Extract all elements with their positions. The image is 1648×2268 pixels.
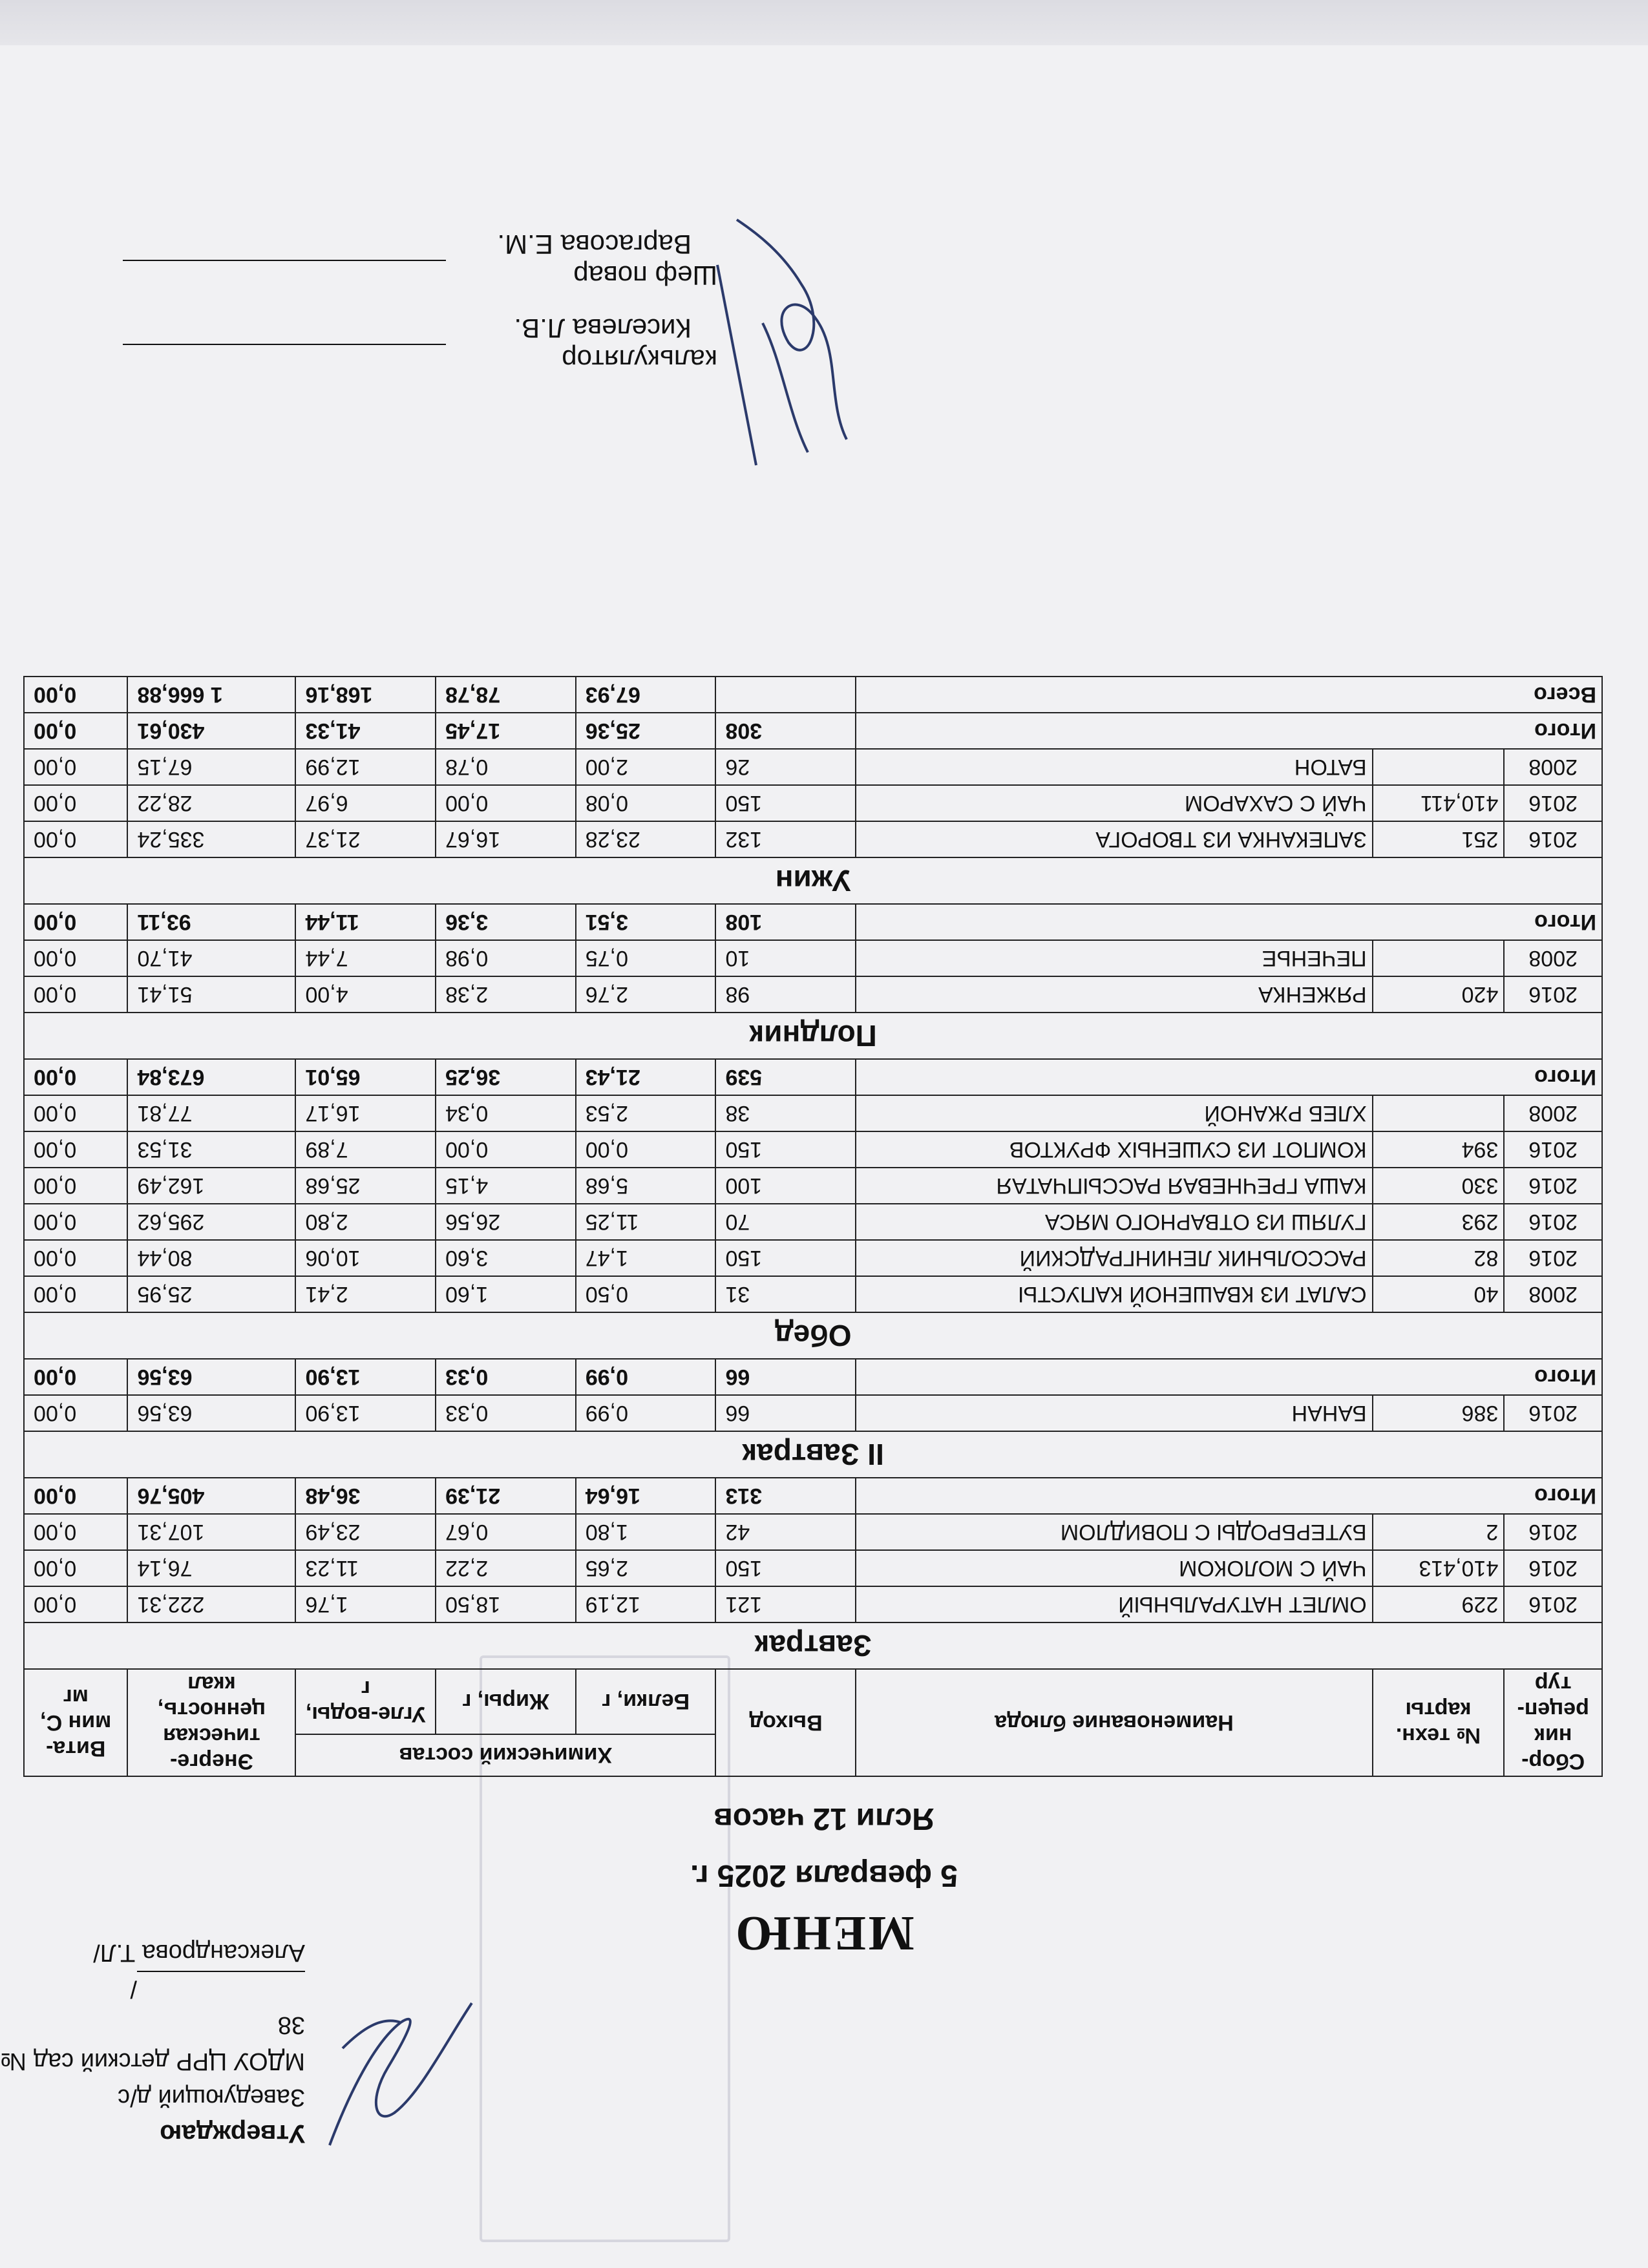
total-row bbox=[24, 1478, 1602, 1514]
cell-carb: 13,90 bbox=[295, 1395, 436, 1431]
table-row bbox=[24, 1550, 1602, 1586]
cell-carb: 2,41 bbox=[295, 1276, 436, 1312]
cell-energy: 28,22 bbox=[127, 785, 295, 821]
signature-name: Киселева Л.В. bbox=[514, 313, 692, 344]
cell-fat: 1,60 bbox=[436, 1276, 576, 1312]
total-energy: 63,56 bbox=[127, 1359, 295, 1395]
cell-energy: 41,70 bbox=[127, 940, 295, 976]
cell-tech-card: 330 bbox=[1373, 1168, 1505, 1204]
cell-tech-card: 251 bbox=[1373, 821, 1505, 857]
cell-fat: 3,60 bbox=[436, 1240, 576, 1276]
cell-prot: 2,00 bbox=[576, 749, 716, 785]
cell-recipe-collection: 2016 bbox=[1504, 976, 1602, 1013]
section-row bbox=[24, 1431, 1602, 1478]
cell-prot: 2,53 bbox=[576, 1095, 716, 1131]
cell-fat: 0,00 bbox=[436, 1131, 576, 1168]
grand-total-row bbox=[24, 677, 1602, 713]
table-row bbox=[24, 1586, 1602, 1622]
cell-fat: 16,67 bbox=[436, 821, 576, 857]
approval-word: Утверждаю bbox=[160, 2119, 305, 2148]
cell-energy: 77,81 bbox=[127, 1095, 295, 1131]
total-out: 313 bbox=[715, 1478, 856, 1514]
cell-vit: 0,00 bbox=[24, 1550, 127, 1586]
cell-dish-name: ПЕЧЕНЬЕ bbox=[856, 940, 1373, 976]
cell-prot: 23,28 bbox=[576, 821, 716, 857]
cell-fat: 26,56 bbox=[436, 1204, 576, 1240]
cell-recipe-collection: 2016 bbox=[1504, 1240, 1602, 1276]
cell-carb: 21,37 bbox=[295, 821, 436, 857]
grand-total-energy: 1 666,88 bbox=[127, 677, 295, 713]
signature-line bbox=[123, 260, 446, 289]
total-prot: 21,43 bbox=[576, 1059, 716, 1095]
cell-prot: 0,99 bbox=[576, 1395, 716, 1431]
section-title: Полдник bbox=[24, 1013, 1602, 1059]
cell-energy: 67,15 bbox=[127, 749, 295, 785]
table-row bbox=[24, 1514, 1602, 1550]
cell-recipe-collection: 2008 bbox=[1504, 749, 1602, 785]
cell-prot: 0,75 bbox=[576, 940, 716, 976]
cell-carb: 6,97 bbox=[295, 785, 436, 821]
cell-prot: 11,25 bbox=[576, 1204, 716, 1240]
total-label: Итого bbox=[856, 1359, 1602, 1395]
cell-vit: 0,00 bbox=[24, 940, 127, 976]
cell-dish-name: САЛАТ ИЗ КВАШЕНОЙ КАПУСТЫ bbox=[856, 1276, 1373, 1312]
cell-fat: 0,33 bbox=[436, 1395, 576, 1431]
cell-out: 38 bbox=[715, 1095, 856, 1131]
cell-out: 26 bbox=[715, 749, 856, 785]
cell-dish-name: ГУЛЯШ ИЗ ОТВАРНОГО МЯСА bbox=[856, 1204, 1373, 1240]
section-row bbox=[24, 857, 1602, 904]
cell-prot: 5,68 bbox=[576, 1168, 716, 1204]
cell-dish-name: КОМПОТ ИЗ СУШЕНЫХ ФРУКТОВ bbox=[856, 1131, 1373, 1168]
grand-total-out bbox=[715, 677, 856, 713]
total-out: 308 bbox=[715, 713, 856, 749]
total-fat: 17,45 bbox=[436, 713, 576, 749]
cell-out: 66 bbox=[715, 1395, 856, 1431]
cell-fat: 2,22 bbox=[436, 1550, 576, 1586]
table-header bbox=[24, 1669, 1602, 1776]
grand-total-fat: 78,78 bbox=[436, 677, 576, 713]
cell-energy: 107,31 bbox=[127, 1514, 295, 1550]
cell-recipe-collection: 2016 bbox=[1504, 1204, 1602, 1240]
signature-role: калькулятор bbox=[562, 344, 717, 375]
scan-edge bbox=[0, 0, 1648, 45]
cell-carb: 12,99 bbox=[295, 749, 436, 785]
approval-organization: МДОУ ЦРР детский сад № 38 bbox=[0, 2011, 305, 2075]
cell-recipe-collection: 2016 bbox=[1504, 1395, 1602, 1431]
table-row bbox=[24, 1395, 1602, 1431]
cell-carb: 1,76 bbox=[295, 1586, 436, 1622]
table-row bbox=[24, 749, 1602, 785]
cell-dish-name: ЗАПЕКАНКА ИЗ ТВОРОГА bbox=[856, 821, 1373, 857]
cell-tech-card: 293 bbox=[1373, 1204, 1505, 1240]
cell-recipe-collection: 2016 bbox=[1504, 785, 1602, 821]
cell-energy: 222,31 bbox=[127, 1586, 295, 1622]
cell-out: 100 bbox=[715, 1168, 856, 1204]
cell-fat: 0,67 bbox=[436, 1514, 576, 1550]
total-energy: 93,11 bbox=[127, 904, 295, 940]
total-row bbox=[24, 713, 1602, 749]
cell-dish-name: ЧАЙ С САХАРОМ bbox=[856, 785, 1373, 821]
cell-energy: 76,14 bbox=[127, 1550, 295, 1586]
total-fat: 21,39 bbox=[436, 1478, 576, 1514]
section-title: Обед bbox=[24, 1312, 1602, 1359]
cell-energy: 295,62 bbox=[127, 1204, 295, 1240]
cell-dish-name: БАТОН bbox=[856, 749, 1373, 785]
total-prot: 16,64 bbox=[576, 1478, 716, 1514]
cell-prot: 1,47 bbox=[576, 1240, 716, 1276]
cell-vit: 0,00 bbox=[24, 1514, 127, 1550]
section-row bbox=[24, 1312, 1602, 1359]
cell-vit: 0,00 bbox=[24, 1276, 127, 1312]
total-out: 108 bbox=[715, 904, 856, 940]
cell-prot: 0,00 bbox=[576, 1131, 716, 1168]
header-energy: Энерге-тическая ценность, ккал bbox=[127, 1669, 295, 1776]
cell-tech-card: 229 bbox=[1373, 1586, 1505, 1622]
total-prot: 3,51 bbox=[576, 904, 716, 940]
total-prot: 0,99 bbox=[576, 1359, 716, 1395]
header-recipe-collection: Сбор-ник рецеп-тур bbox=[1504, 1669, 1602, 1776]
cell-dish-name: БУТЕРБРОДЫ С ПОВИДЛОМ bbox=[856, 1514, 1373, 1550]
cell-recipe-collection: 2008 bbox=[1504, 940, 1602, 976]
table-row bbox=[24, 1131, 1602, 1168]
cell-vit: 0,00 bbox=[24, 785, 127, 821]
cell-out: 150 bbox=[715, 1240, 856, 1276]
cell-prot: 2,65 bbox=[576, 1550, 716, 1586]
cell-recipe-collection: 2016 bbox=[1504, 821, 1602, 857]
total-label: Итого bbox=[856, 1059, 1602, 1095]
total-prot: 25,36 bbox=[576, 713, 716, 749]
staff-signatures bbox=[692, 194, 885, 478]
cell-fat: 0,34 bbox=[436, 1095, 576, 1131]
table-row bbox=[24, 1204, 1602, 1240]
total-label: Итого bbox=[856, 904, 1602, 940]
cell-carb: 16,17 bbox=[295, 1095, 436, 1131]
cell-carb: 11,23 bbox=[295, 1550, 436, 1586]
header-dish-name: Наименование блюда bbox=[856, 1669, 1373, 1776]
header-output: Выход bbox=[715, 1669, 856, 1776]
section-row bbox=[24, 1622, 1602, 1669]
cell-vit: 0,00 bbox=[24, 1131, 127, 1168]
signature-chef bbox=[0, 229, 717, 291]
cell-fat: 0,98 bbox=[436, 940, 576, 976]
table-row bbox=[24, 976, 1602, 1013]
cell-fat: 2,38 bbox=[436, 976, 576, 1013]
cell-tech-card bbox=[1373, 749, 1505, 785]
total-label: Итого bbox=[856, 1478, 1602, 1514]
header-fat: Жиры, г bbox=[436, 1669, 576, 1734]
cell-prot: 12,19 bbox=[576, 1586, 716, 1622]
signature-role: Шеф повар bbox=[573, 260, 717, 291]
cell-out: 150 bbox=[715, 1550, 856, 1586]
cell-fat: 18,50 bbox=[436, 1586, 576, 1622]
header-tech-card: № техн. карты bbox=[1373, 1669, 1505, 1776]
cell-tech-card: 410,411 bbox=[1373, 785, 1505, 821]
cell-out: 10 bbox=[715, 940, 856, 976]
cell-recipe-collection: 2016 bbox=[1504, 1586, 1602, 1622]
cell-tech-card bbox=[1373, 1095, 1505, 1131]
cell-out: 98 bbox=[715, 976, 856, 1013]
table-row bbox=[24, 940, 1602, 976]
header-vitamin-c: Вита-мин С, мг bbox=[24, 1669, 127, 1776]
section-title: Ужин bbox=[24, 857, 1602, 904]
cell-energy: 80,44 bbox=[127, 1240, 295, 1276]
total-energy: 673,84 bbox=[127, 1059, 295, 1095]
total-row bbox=[24, 1359, 1602, 1395]
cell-prot: 0,08 bbox=[576, 785, 716, 821]
cell-recipe-collection: 2016 bbox=[1504, 1131, 1602, 1168]
cell-out: 150 bbox=[715, 785, 856, 821]
cell-vit: 0,00 bbox=[24, 1204, 127, 1240]
cell-carb: 25,68 bbox=[295, 1168, 436, 1204]
cell-recipe-collection: 2008 bbox=[1504, 1095, 1602, 1131]
cell-tech-card: 410,413 bbox=[1373, 1550, 1505, 1586]
director-signature bbox=[304, 1977, 498, 2171]
menu-table bbox=[23, 676, 1603, 1777]
cell-energy: 335,24 bbox=[127, 821, 295, 857]
total-vit: 0,00 bbox=[24, 1059, 127, 1095]
grand-total-prot: 67,93 bbox=[576, 677, 716, 713]
cell-recipe-collection: 2016 bbox=[1504, 1550, 1602, 1586]
total-carb: 11,44 bbox=[295, 904, 436, 940]
cell-prot: 1,80 bbox=[576, 1514, 716, 1550]
table-body bbox=[24, 677, 1602, 1669]
table-row bbox=[24, 785, 1602, 821]
cell-out: 70 bbox=[715, 1204, 856, 1240]
cell-fat: 4,15 bbox=[436, 1168, 576, 1204]
grand-total-carb: 168,16 bbox=[295, 677, 436, 713]
cell-tech-card bbox=[1373, 940, 1505, 976]
table-row bbox=[24, 1276, 1602, 1312]
cell-vit: 0,00 bbox=[24, 1395, 127, 1431]
cell-dish-name: ЧАЙ С МОЛОКОМ bbox=[856, 1550, 1373, 1586]
cell-tech-card: 82 bbox=[1373, 1240, 1505, 1276]
cell-fat: 0,78 bbox=[436, 749, 576, 785]
cell-dish-name: РАССОЛЬНИК ЛЕНИНГРАДСКИЙ bbox=[856, 1240, 1373, 1276]
grand-total-vit: 0,00 bbox=[24, 677, 127, 713]
cell-dish-name: КАША ГРЕЧНЕВАЯ РАССЫПЧАТАЯ bbox=[856, 1168, 1373, 1204]
cell-out: 121 bbox=[715, 1586, 856, 1622]
section-title: Завтрак bbox=[24, 1622, 1602, 1669]
cell-vit: 0,00 bbox=[24, 1586, 127, 1622]
total-out: 66 bbox=[715, 1359, 856, 1395]
cell-tech-card: 386 bbox=[1373, 1395, 1505, 1431]
menu-group: Ясли 12 часов bbox=[713, 1801, 935, 1836]
total-energy: 430,61 bbox=[127, 713, 295, 749]
header-protein: Белки, г bbox=[576, 1669, 716, 1734]
total-carb: 65,01 bbox=[295, 1059, 436, 1095]
cell-energy: 31,53 bbox=[127, 1131, 295, 1168]
cell-carb: 7,89 bbox=[295, 1131, 436, 1168]
cell-carb: 7,44 bbox=[295, 940, 436, 976]
header-chemical-composition: Химический состав bbox=[295, 1734, 715, 1776]
total-vit: 0,00 bbox=[24, 1359, 127, 1395]
cell-carb: 10,06 bbox=[295, 1240, 436, 1276]
cell-energy: 25,95 bbox=[127, 1276, 295, 1312]
cell-recipe-collection: 2016 bbox=[1504, 1514, 1602, 1550]
total-out: 539 bbox=[715, 1059, 856, 1095]
cell-dish-name: БАНАН bbox=[856, 1395, 1373, 1431]
total-vit: 0,00 bbox=[24, 904, 127, 940]
table-row bbox=[24, 821, 1602, 857]
table-row bbox=[24, 1168, 1602, 1204]
cell-vit: 0,00 bbox=[24, 1095, 127, 1131]
cell-carb: 2,80 bbox=[295, 1204, 436, 1240]
cell-prot: 2,76 bbox=[576, 976, 716, 1013]
total-fat: 36,25 bbox=[436, 1059, 576, 1095]
total-carb: 41,33 bbox=[295, 713, 436, 749]
signature-name: Варгасова Е.М. bbox=[497, 229, 692, 260]
menu-title: МЕНЮ bbox=[734, 1906, 914, 1960]
signature-line bbox=[123, 344, 446, 373]
cell-recipe-collection: 2016 bbox=[1504, 1168, 1602, 1204]
total-carb: 36,48 bbox=[295, 1478, 436, 1514]
total-energy: 405,76 bbox=[127, 1478, 295, 1514]
table-row bbox=[24, 1095, 1602, 1131]
cell-tech-card: 394 bbox=[1373, 1131, 1505, 1168]
cell-fat: 0,00 bbox=[436, 785, 576, 821]
total-row bbox=[24, 904, 1602, 940]
cell-vit: 0,00 bbox=[24, 1168, 127, 1204]
cell-vit: 0,00 bbox=[24, 1240, 127, 1276]
cell-vit: 0,00 bbox=[24, 976, 127, 1013]
approval-position: Заведующий д/с bbox=[118, 2084, 305, 2111]
total-fat: 3,36 bbox=[436, 904, 576, 940]
cell-energy: 51,41 bbox=[127, 976, 295, 1013]
section-row bbox=[24, 1013, 1602, 1059]
total-row bbox=[24, 1059, 1602, 1095]
cell-vit: 0,00 bbox=[24, 821, 127, 857]
cell-tech-card: 2 bbox=[1373, 1514, 1505, 1550]
total-vit: 0,00 bbox=[24, 1478, 127, 1514]
cell-dish-name: РЯЖЕНКА bbox=[856, 976, 1373, 1013]
total-fat: 0,33 bbox=[436, 1359, 576, 1395]
section-title: II Завтрак bbox=[24, 1431, 1602, 1478]
cell-energy: 63,56 bbox=[127, 1395, 295, 1431]
total-carb: 13,90 bbox=[295, 1359, 436, 1395]
total-vit: 0,00 bbox=[24, 713, 127, 749]
cell-out: 132 bbox=[715, 821, 856, 857]
cell-carb: 23,49 bbox=[295, 1514, 436, 1550]
cell-tech-card: 420 bbox=[1373, 976, 1505, 1013]
approval-block bbox=[0, 1935, 305, 2152]
cell-dish-name: ОМЛЕТ НАТУРАЛЬНЫЙ bbox=[856, 1586, 1373, 1622]
cell-out: 150 bbox=[715, 1131, 856, 1168]
grand-total-label: Всего bbox=[856, 677, 1602, 713]
cell-vit: 0,00 bbox=[24, 749, 127, 785]
approval-name: /Александрова Т.Л/ bbox=[93, 1939, 305, 2002]
cell-energy: 162,49 bbox=[127, 1168, 295, 1204]
cell-out: 42 bbox=[715, 1514, 856, 1550]
cell-tech-card: 40 bbox=[1373, 1276, 1505, 1312]
total-label: Итого bbox=[856, 713, 1602, 749]
cell-recipe-collection: 2008 bbox=[1504, 1276, 1602, 1312]
cell-dish-name: ХЛЕБ РЖАНОЙ bbox=[856, 1095, 1373, 1131]
cell-carb: 4,00 bbox=[295, 976, 436, 1013]
header-carbs: Угле-воды, г bbox=[295, 1669, 436, 1734]
cell-prot: 0,50 bbox=[576, 1276, 716, 1312]
cell-out: 31 bbox=[715, 1276, 856, 1312]
signature-calculator bbox=[0, 313, 717, 375]
menu-date: 5 февраля 2025 г. bbox=[690, 1858, 958, 1893]
table-row bbox=[24, 1240, 1602, 1276]
